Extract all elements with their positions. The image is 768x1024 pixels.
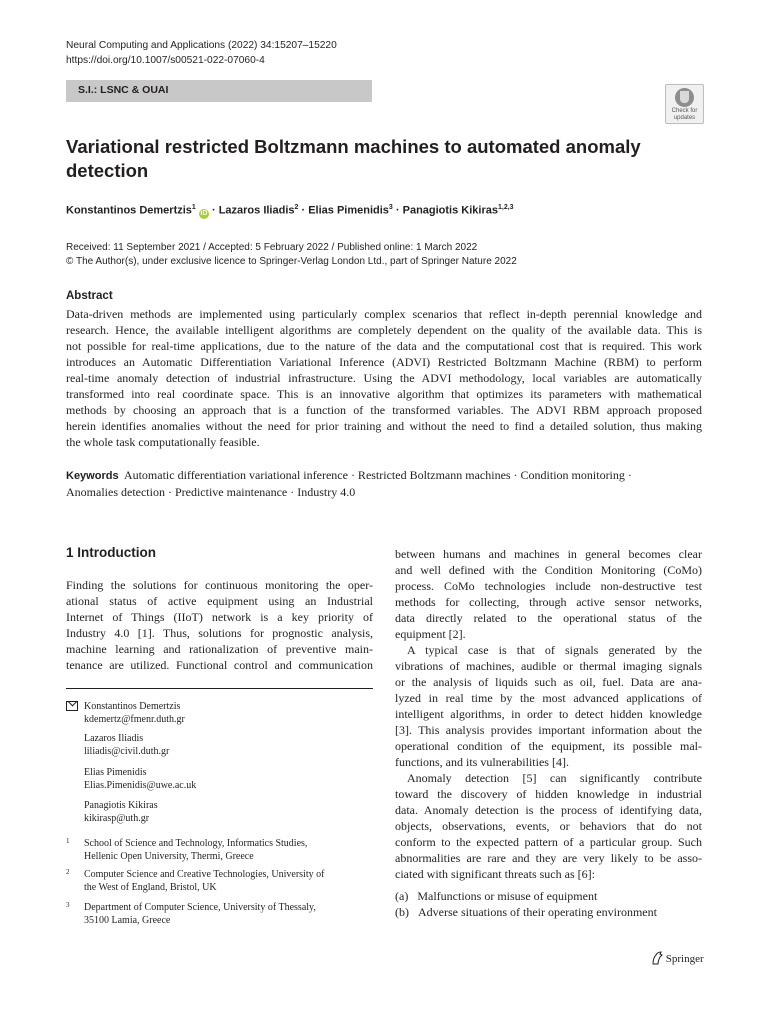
body-line: and well defined with the Condition Monitoring (CoMo) [395, 563, 702, 577]
body-line: machine learning and rationalization of preventive main- [66, 642, 373, 656]
keywords-section [66, 467, 702, 500]
author-affiliation-mark: 1 [191, 204, 196, 211]
affiliation-number: 1 [66, 837, 70, 845]
footnote-divider [66, 688, 373, 689]
abstract-line: methods by choosing an approach that is a function of the transformed variables. The ADVI RBM approach proposed [66, 403, 702, 417]
body-line: abnormalities are rare and they are very likely to be asso- [395, 851, 702, 865]
affiliation-entry [84, 901, 316, 927]
author-name[interactable]: Elias Pimenidis [308, 204, 389, 217]
author-affiliation-mark: 3 [388, 204, 393, 211]
body-line: [3]. This analysis provides important information about the [395, 723, 702, 737]
affiliation-line: 35100 Lamia, Greece [84, 915, 171, 926]
body-line: ciated with significant threats such as [6]: [395, 867, 595, 881]
author-list [66, 204, 514, 219]
abstract-line: real-time anomaly detection of industrial infrastructure. Using the ADVI methodology, local variables are automatically [66, 371, 702, 385]
list-item [395, 888, 702, 904]
list-text: Adverse situations of their operating environment [418, 905, 657, 919]
abstract-line: introduces an Automatic Differentiation Variational Inference (ADVI) Restricted Boltzmann Machine (RBM) to perform [66, 355, 702, 369]
contact-email[interactable]: Elias.Pimenidis@uwe.ac.uk [84, 780, 197, 791]
title-line-1: Variational restricted Boltzmann machines to automated anomaly [66, 136, 641, 157]
affiliation-number: 2 [66, 868, 70, 876]
author-separator: · [395, 204, 400, 217]
publication-dates: Received: 11 September 2021 / Accepted: 5 February 2022 / Published online: 1 March 2022 [66, 242, 478, 253]
body-line: ational status of active equipment using an Industrial [66, 594, 373, 608]
contact-email[interactable]: kikirasp@uth.gr [84, 813, 150, 824]
body-line: data. Anomaly detection is the process of identifying data, [395, 803, 702, 817]
body-line: operational condition of the equipment, its possible mal- [395, 739, 702, 753]
author-affiliation-mark: 1,2,3 [497, 204, 514, 211]
abstract-body [66, 306, 702, 450]
affiliation-entry [84, 868, 324, 894]
body-line: conform to the expected pattern of a particular group. Such [395, 835, 702, 849]
contact-name: Panagiotis Kikiras [84, 800, 158, 811]
contact-email[interactable]: liliadis@civil.duth.gr [84, 746, 170, 757]
contact-name: Konstantinos Demertzis [84, 701, 181, 712]
list-item [395, 904, 702, 920]
affiliation-line: Department of Computer Science, University of Thessaly, [84, 902, 316, 913]
abstract-line: research. Hence, the available intelligent algorithms are completely dependent on the quality of the available data. This is [66, 323, 702, 337]
affiliation-line: Hellenic Open University, Thermi, Greece [84, 851, 254, 862]
affiliation-line: School of Science and Technology, Informatics Studies, [84, 838, 308, 849]
springer-horse-icon [651, 951, 663, 965]
contact-entry [84, 766, 196, 792]
abstract-line: transformed into real coordinate space. This is an innovative algorithm that optimizes its parameters with mathematical [66, 387, 702, 401]
affiliation-entry [84, 837, 307, 863]
abstract-line: the whole task computationally feasible. [66, 435, 260, 449]
body-line: equipment [2]. [395, 627, 466, 641]
body-line: A typical case is that of signals generated by the [407, 643, 702, 657]
author-name[interactable]: Konstantinos Demertzis [66, 204, 192, 217]
body-line: process. CoMo technologies include non-destructive test [395, 579, 702, 593]
affiliation-line: the West of England, Bristol, UK [84, 882, 217, 893]
body-line: data directly related to the operational status of the [395, 611, 702, 625]
body-line: Anomaly detection [5] can significantly contribute [407, 771, 702, 785]
body-line: lyzed in real time by the most advanced applications of [395, 691, 702, 705]
author-separator: · [211, 204, 216, 217]
publisher-name: Springer [665, 953, 704, 965]
body-line: vibrations of machines, audible or thermal imaging signals [395, 659, 702, 673]
body-line: intelligent algorithms, in order to detect hidden knowledge [395, 707, 702, 721]
special-issue-banner [66, 80, 372, 102]
affiliation-line: Computer Science and Creative Technologies, University of [84, 869, 325, 880]
list-marker: (b) [395, 905, 409, 919]
abstract-line: Data-driven methods are implemented using particularly complex scenarios that reflect in-depth perennial knowledge and [66, 307, 702, 321]
list-text: Malfunctions or misuse of equipment [417, 889, 598, 903]
author-name[interactable]: Lazaros Iliadis [218, 204, 295, 217]
contact-email[interactable]: kdemertz@fmenr.duth.gr [84, 714, 185, 725]
contact-entry [84, 700, 185, 726]
doi-link[interactable]: https://doi.org/10.1007/s00521-022-07060-4 [66, 55, 265, 66]
body-line: methods for collecting, through active sensor networks, [395, 595, 702, 609]
author-separator: · [301, 204, 306, 217]
body-line: Industry 4.0 [1]. Thus, solutions for prognostic analysis, [66, 626, 373, 640]
keywords-line-2: Anomalies detection · Predictive maintenance · Industry 4.0 [66, 485, 356, 499]
section-heading-introduction: 1 Introduction [66, 545, 156, 560]
keywords-line-1: Automatic differentiation variational inference · Restricted Boltzmann machines · Condition monitoring · [123, 468, 632, 482]
check-for-updates-badge[interactable] [665, 84, 704, 124]
abstract-heading: Abstract [66, 290, 113, 302]
update-icon [675, 88, 694, 107]
article-title [66, 135, 666, 183]
copyright-notice: © The Author(s), under exclusive licence to Springer-Verlag London Ltd., part of Springer Nature 2022 [66, 256, 517, 267]
keywords-label: Keywords [66, 470, 119, 482]
contact-entry [84, 799, 158, 825]
title-line-2: detection [66, 160, 149, 181]
body-line: Internet of Things (IIoT) network is a key priority of [66, 610, 373, 624]
envelope-icon [66, 701, 78, 711]
contact-entry [84, 732, 169, 758]
orcid-icon[interactable]: iD [200, 209, 208, 217]
body-line: objects, observations, events, or behaviors that do not [395, 819, 702, 833]
right-column-text [395, 546, 702, 920]
affiliation-number: 3 [66, 901, 70, 909]
body-line: between humans and machines in general becomes clear [395, 547, 702, 561]
body-line: tenance are utilized. Functional control and communication [66, 658, 373, 672]
author-affiliation-mark: 2 [294, 204, 299, 211]
body-line: Finding the solutions for continuous monitoring the oper- [66, 578, 373, 592]
body-line: toward the discovery of hidden knowledge in industrial [395, 787, 702, 801]
special-issue-label: S.I.: LSNC & OUAI [78, 84, 169, 96]
author-name[interactable]: Panagiotis Kikiras [402, 204, 498, 217]
left-column-text [66, 577, 373, 673]
publisher-logo [651, 951, 704, 965]
body-line: or the analysis of liquids such as oil, fuel. Data are ana- [395, 675, 702, 689]
journal-citation: Neural Computing and Applications (2022) 34:15207–15220 [66, 40, 337, 51]
body-line: functions, and its vulnerabilities [4]. [395, 755, 569, 769]
list-marker: (a) [395, 889, 409, 903]
abstract-line: not possible for real-time applications, due to the nature of the data and the computational cost that is required. This work [66, 339, 702, 353]
check-for-updates-text: Check for updates [671, 108, 698, 121]
contact-name: Elias Pimenidis [84, 767, 147, 778]
contact-name: Lazaros Iliadis [84, 733, 144, 744]
abstract-line: herein identifies anomalies without the need for prior training and without the need to find a detailed solution, thus making [66, 419, 702, 433]
